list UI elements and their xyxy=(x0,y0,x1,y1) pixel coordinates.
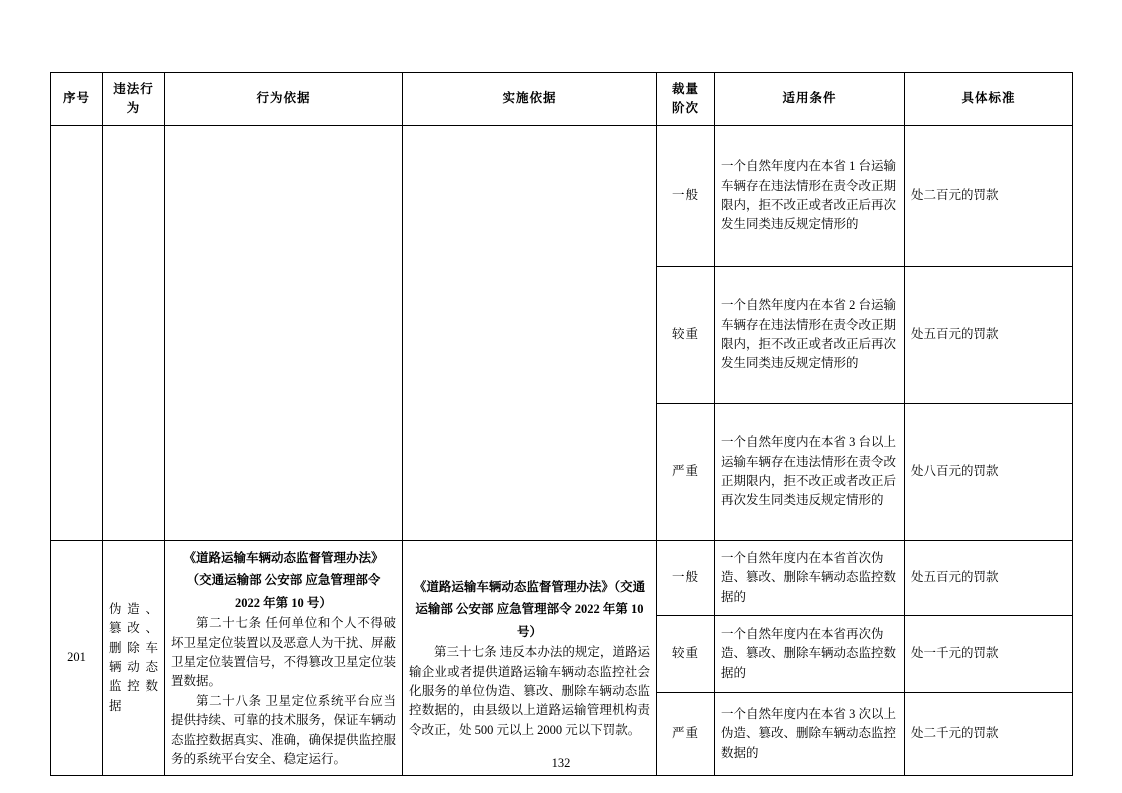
implementation-basis-title-line-3: 号） xyxy=(516,624,542,639)
applicable-condition-cell: 一个自然年度内在本省 3 次以上伪造、篡改、删除车辆动态监控数据的 xyxy=(715,693,905,776)
column-header-implementation-basis xyxy=(403,73,657,126)
applicable-condition-cell: 一个自然年度内在本省 1 台运输车辆存在违法情形在责令改正期限内，拒不改正或者改正后再次发生同类违反规定情形的 xyxy=(715,126,905,267)
column-header-discretion-level xyxy=(657,73,715,126)
sequence-number-cell: 201 xyxy=(51,541,103,776)
implementation-basis-paragraph-1: 第三十七条 违反本办法的规定，道路运输企业或者提供道路运输车辆动态监控社会化服务的单位伪造、篡改、删除车辆动态监控数据的，由县级以上道路运输管理机构责令改正，处 500 元以上 2000 元以下罚款。 xyxy=(409,645,650,737)
specific-standard-cell: 处五百元的罚款 xyxy=(905,267,1073,404)
continued-implementation-basis-cell xyxy=(403,126,657,541)
specific-standard-cell: 处八百元的罚款 xyxy=(905,404,1073,541)
behavior-basis-title-line-1: 《道路运输车辆动态监督管理办法》 xyxy=(183,550,384,565)
specific-standard-cell: 处五百元的罚款 xyxy=(905,541,1073,616)
column-header-implementation-basis-line1: 实施依据 xyxy=(502,91,557,106)
specific-standard-cell: 处一千元的罚款 xyxy=(905,616,1073,693)
behavior-basis-paragraph-1: 第二十七条 任何单位和个人不得破坏卫星定位装置以及恶意人为干扰、屏蔽卫星定位装置信号，不得篡改卫星定位装置数据。 xyxy=(171,616,397,689)
column-header-violation-line1: 违法行为 xyxy=(113,81,154,115)
implementation-basis-title-line-2: 运输部 公安部 应急管理部令 2022 年第 10 xyxy=(415,602,644,617)
implementation-basis-title-line-1: 《道路运输车辆动态监督管理办法》（交通 xyxy=(413,579,646,594)
column-header-specific-standard-line1: 具体标准 xyxy=(961,91,1016,106)
continued-sequence-cell xyxy=(51,126,103,541)
applicable-condition-cell: 一个自然年度内在本省 2 台运输车辆存在违法情形在责令改正期限内，拒不改正或者改正后再次发生同类违反规定情形的 xyxy=(715,267,905,404)
applicable-condition-cell: 一个自然年度内在本省 3 台以上运输车辆存在违法情形在责令改正期限内，拒不改正或者改正后再次发生同类违反规定情形的 xyxy=(715,404,905,541)
implementation-basis-cell xyxy=(403,541,657,776)
discretion-level-cell: 严重 xyxy=(657,404,715,541)
discretion-level-cell: 较重 xyxy=(657,267,715,404)
continued-violation-cell xyxy=(103,126,165,541)
discretion-level-cell: 一般 xyxy=(657,126,715,267)
applicable-condition-cell: 一个自然年度内在本省再次伪造、篡改、删除车辆动态监控数据的 xyxy=(715,616,905,693)
table-header xyxy=(51,73,1073,126)
table-header-row xyxy=(51,73,1073,126)
column-header-discretion-level-line1: 裁量 xyxy=(671,81,699,96)
column-header-violation xyxy=(103,73,165,126)
column-header-behavior-basis xyxy=(165,73,403,126)
column-header-discretion-level-line2: 阶次 xyxy=(671,101,699,115)
column-header-sequence-line1: 序号 xyxy=(62,91,90,106)
discretion-level-cell: 严重 xyxy=(657,693,715,776)
table-body xyxy=(51,126,1073,776)
column-header-applicable-conditions-line1: 适用条件 xyxy=(782,91,837,106)
column-header-applicable-conditions xyxy=(715,73,905,126)
page-number: 132 xyxy=(551,756,571,770)
column-header-behavior-basis-line1: 行为依据 xyxy=(256,91,311,106)
specific-standard-cell: 处二百元的罚款 xyxy=(905,126,1073,267)
continued-behavior-basis-cell xyxy=(165,126,403,541)
behavior-basis-paragraph-2: 第二十八条 卫星定位系统平台应当提供持续、可靠的技术服务，保证车辆动态监控数据真实、准确，确保提供监控服务的系统平台安全、稳定运行。 xyxy=(171,693,397,766)
table-row xyxy=(51,126,1073,267)
behavior-basis-title-line-3: 2022 年第 10 号） xyxy=(235,595,332,610)
behavior-basis-title-line-2: （交通运输部 公安部 应急管理部令 xyxy=(186,573,381,588)
discretion-level-cell: 较重 xyxy=(657,616,715,693)
specific-standard-cell: 处二千元的罚款 xyxy=(905,693,1073,776)
discretion-standards-table xyxy=(50,72,1073,776)
table-row xyxy=(51,541,1073,616)
column-header-sequence xyxy=(51,73,103,126)
discretion-level-cell: 一般 xyxy=(657,541,715,616)
applicable-condition-cell: 一个自然年度内在本省首次伪造、篡改、删除车辆动态监控数据的 xyxy=(715,541,905,616)
column-header-specific-standard xyxy=(905,73,1073,126)
violation-behavior-cell: 伪造、篡改、删除车辆动态监控数据 xyxy=(103,541,165,776)
behavior-basis-cell xyxy=(165,541,403,776)
